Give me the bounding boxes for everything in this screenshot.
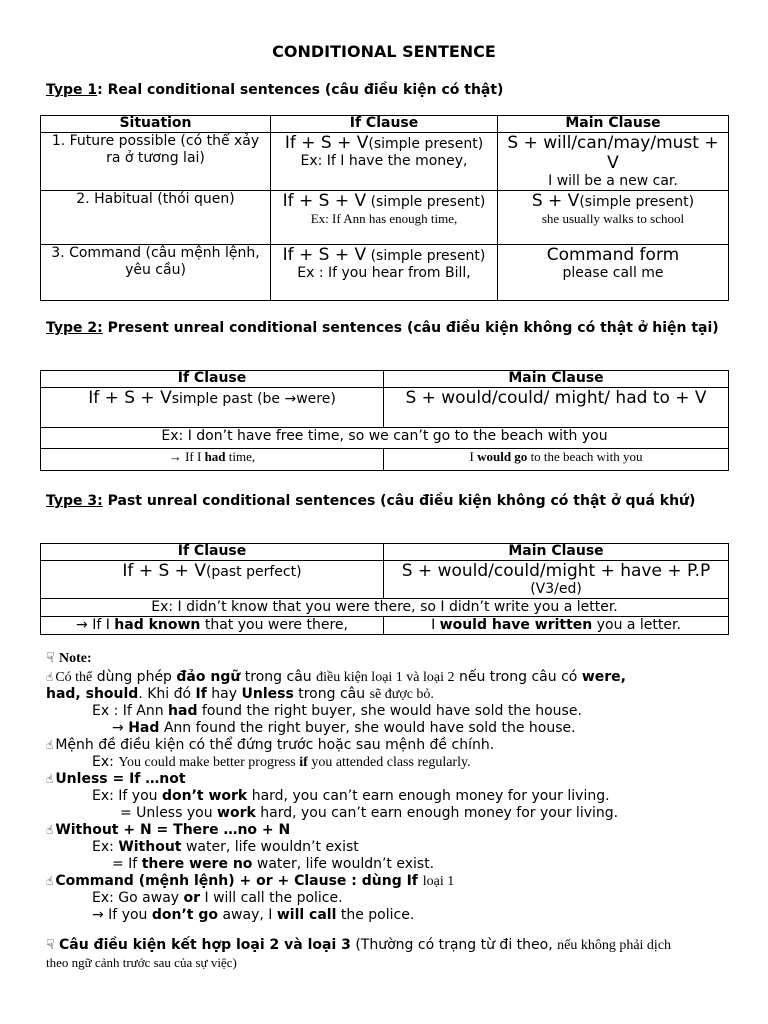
type3-header-main: Main Clause — [384, 544, 729, 561]
if-formula: If + S + V — [282, 245, 367, 265]
note-1-cont — [46, 686, 746, 703]
main-formula: S + would/could/might + have + P.P — [401, 561, 711, 581]
example-emphasis: had — [168, 703, 198, 719]
if-note: (past perfect) — [205, 564, 302, 580]
hand-up-icon: ☝ — [46, 738, 54, 752]
if-example: Ex : If you hear from Bill, — [297, 265, 471, 281]
note-emphasis: Unless = If …not — [55, 771, 186, 787]
example-text: the police. — [336, 907, 415, 923]
note-text: điều kiện loại 1 và loại 2 — [316, 670, 455, 685]
example-text: hard, you can’t earn enough money for your living. — [255, 805, 619, 821]
example-text: Ex: — [92, 754, 119, 770]
example-text: away, I — [218, 907, 277, 923]
if-note: (simple present) — [366, 248, 486, 264]
table-row — [41, 428, 729, 449]
note-text: (Thường có trạng từ đi theo, — [350, 937, 558, 953]
type2-example: Ex: I don’t have free time, so we can’t go to the beach with you — [41, 428, 729, 449]
main-example: please call me — [562, 265, 664, 281]
example-rewrite — [46, 805, 746, 822]
main-formula: S + will/can/may/must + V — [507, 133, 719, 173]
note-emphasis: Command (mệnh lệnh) + or + Clause : dùng If — [55, 873, 423, 889]
answer-emphasis: would have written — [439, 617, 593, 633]
answer-text: to the beach with you — [527, 449, 643, 464]
main-note: (V3/ed) — [530, 581, 582, 597]
type2-label: Type 2: — [46, 320, 103, 336]
type1-heading — [46, 81, 726, 99]
example-text: water, life wouldn’t exist — [181, 839, 359, 855]
note-text: nếu không phải dịch — [557, 938, 672, 953]
type1-main-cell — [498, 191, 729, 245]
note-6-cont — [46, 954, 746, 972]
type3-answer-if — [41, 617, 384, 635]
type2-table — [40, 370, 729, 471]
type1-situation: 3. Command (câu mệnh lệnh, yêu cầu) — [41, 245, 271, 301]
note-4 — [46, 822, 746, 839]
note-emphasis: đảo ngữ — [176, 669, 241, 685]
type2-header-if: If Clause — [41, 371, 384, 388]
if-example: Ex: If Ann has enough time, — [310, 211, 458, 226]
type3-answer-main — [384, 617, 729, 635]
type1-main-cell — [498, 245, 729, 301]
example-text: Ex : If Ann — [92, 703, 169, 719]
type2-main-formula: S + would/could/ might/ had to + V — [384, 388, 729, 428]
type2-desc: Present unreal conditional sentences (câu điều kiện không có thật ở hiện tại) — [102, 320, 719, 336]
type2-heading — [46, 319, 726, 337]
hand-up-icon: ☝ — [46, 772, 54, 786]
example-text: = If — [112, 856, 142, 872]
page-title: CONDITIONAL SENTENCE — [272, 42, 496, 61]
if-note: simple past (be →were) — [171, 391, 336, 407]
example-text: hard, you can’t earn enough money for your living. — [247, 788, 610, 804]
type3-desc: Past unreal conditional sentences (câu điều kiện không có thật ở quá khứ) — [102, 493, 696, 509]
type3-if-cell — [41, 561, 384, 599]
type1-if-cell — [271, 191, 498, 245]
hand-up-icon: ☝ — [46, 670, 54, 684]
note-text: Mệnh đề điều kiện có thể đứng trước hoặc sau mệnh đề chính. — [55, 737, 495, 753]
note-text: sẽ được bỏ. — [369, 687, 434, 702]
note-text: . Khi đó — [138, 686, 196, 702]
type1-situation: 1. Future possible (có thể xảy ra ở tương lai) — [41, 133, 271, 191]
table-row — [41, 191, 729, 245]
example-rewrite — [46, 907, 746, 924]
note-text: nếu trong câu có — [454, 669, 582, 685]
note-emphasis: If — [195, 686, 207, 702]
type1-header-if: If Clause — [271, 116, 498, 133]
if-formula: If + S + V — [122, 561, 206, 581]
if-note: (simple present) — [368, 136, 484, 152]
example-text: you attended class regularly. — [307, 755, 471, 770]
example — [46, 788, 746, 805]
if-formula: If + S + V — [88, 388, 172, 408]
example-text: → If you — [92, 907, 152, 923]
answer-emphasis: would go — [477, 449, 528, 464]
type1-if-cell — [271, 133, 498, 191]
note-3 — [46, 771, 746, 788]
example-text: → — [112, 720, 129, 736]
type2-header-main: Main Clause — [384, 371, 729, 388]
note-2 — [46, 737, 746, 754]
type1-header-situation: Situation — [41, 116, 271, 133]
example-text: Ex: — [92, 839, 119, 855]
example — [46, 754, 746, 771]
example-text: water, life wouldn’t exist. — [252, 856, 435, 872]
example-text: found the right buyer, she would have sold the house. — [197, 703, 582, 719]
type1-if-cell — [271, 245, 498, 301]
type1-label: Type 1 — [46, 82, 98, 98]
example — [46, 890, 746, 907]
example-emphasis: don’t work — [161, 788, 248, 804]
note-5 — [46, 873, 746, 890]
main-note: (simple present) — [579, 194, 695, 210]
note-emphasis: Without + N = There …no + N — [55, 822, 291, 838]
type3-example: Ex: I didn’t know that you were there, so I didn’t write you a letter. — [41, 599, 729, 617]
example-text: Ex: If you — [92, 788, 162, 804]
example-emphasis: work — [217, 805, 256, 821]
note-text: hay — [206, 686, 242, 702]
answer-text: I — [431, 617, 440, 633]
type3-table — [40, 543, 729, 635]
example-text: Ann found the right buyer, she would have sold the house. — [159, 720, 576, 736]
answer-text: you a letter. — [592, 617, 681, 633]
note-heading — [46, 650, 746, 667]
note-emphasis: Unless — [241, 686, 294, 702]
note-text: trong câu — [240, 669, 317, 685]
answer-emphasis: had known — [114, 617, 201, 633]
if-example: Ex: If I have the money, — [300, 153, 468, 169]
note-text: dùng phép — [92, 669, 177, 685]
example-emphasis: will call — [276, 907, 337, 923]
example-text: = Unless you — [120, 805, 218, 821]
answer-text: → If I — [76, 617, 115, 633]
table-row — [41, 617, 729, 635]
example-text: You could make better progress — [118, 755, 300, 770]
type2-answer-if — [41, 449, 384, 471]
note-6 — [46, 937, 746, 954]
main-example: she usually walks to school — [541, 211, 685, 226]
notes-section — [46, 650, 746, 972]
example-rewrite — [46, 856, 746, 873]
note-text: trong câu — [293, 686, 370, 702]
note-emphasis: Câu điều kiện kết hợp loại 2 và loại 3 — [58, 937, 351, 953]
note-text: Có thể — [55, 670, 93, 685]
example — [46, 839, 746, 856]
type3-main-cell — [384, 561, 729, 599]
example-emphasis: don’t go — [151, 907, 219, 923]
hand-up-icon: ☝ — [46, 823, 54, 837]
answer-text: that you were there, — [200, 617, 348, 633]
note-text: theo ngữ cảnh trước sau của sự việc) — [46, 955, 237, 970]
answer-text: time, — [225, 449, 256, 464]
type2-answer-main — [384, 449, 729, 471]
note-1 — [46, 669, 746, 686]
pointing-hand-icon: ☟ — [46, 650, 55, 666]
type3-heading — [46, 492, 726, 510]
type1-situation: 2. Habitual (thói quen) — [41, 191, 271, 245]
type1-main-cell — [498, 133, 729, 191]
type1-desc: : Real conditional sentences (câu điều kiện có thật) — [97, 82, 504, 98]
type1-header-main: Main Clause — [498, 116, 729, 133]
note-emphasis: were, — [581, 669, 626, 685]
example-emphasis: or — [183, 890, 201, 906]
hand-up-icon: ☝ — [46, 874, 54, 888]
pointing-hand-icon: ☟ — [46, 937, 55, 953]
table-row — [41, 133, 729, 191]
example-rewrite — [46, 720, 746, 737]
main-formula: S + V — [531, 191, 580, 211]
table-row — [41, 388, 729, 428]
note-heading-text: Note: — [58, 651, 92, 666]
type2-if-cell — [41, 388, 384, 428]
type3-label: Type 3: — [46, 493, 103, 509]
answer-text: I — [469, 449, 478, 464]
main-example: I will be a new car. — [548, 173, 678, 189]
note-text: loại 1 — [422, 874, 455, 889]
table-row — [41, 245, 729, 301]
example-emphasis: Without — [118, 839, 182, 855]
table-row — [41, 561, 729, 599]
table-row — [41, 449, 729, 471]
main-formula: Command form — [546, 245, 680, 265]
type3-header-if: If Clause — [41, 544, 384, 561]
answer-text: → If I — [168, 449, 205, 464]
answer-emphasis: had — [204, 449, 226, 464]
if-formula: If + S + V — [282, 191, 367, 211]
example-emphasis: if — [299, 755, 308, 770]
example-text: I will call the police. — [200, 890, 343, 906]
type1-table — [40, 115, 729, 301]
example-emphasis: Had — [128, 720, 160, 736]
table-row — [41, 599, 729, 617]
example — [46, 703, 746, 720]
example-text: Ex: Go away — [92, 890, 184, 906]
if-formula: If + S + V — [284, 133, 369, 153]
example-emphasis: there were no — [141, 856, 253, 872]
if-note: (simple present) — [366, 194, 486, 210]
note-emphasis: had, should — [46, 686, 139, 702]
